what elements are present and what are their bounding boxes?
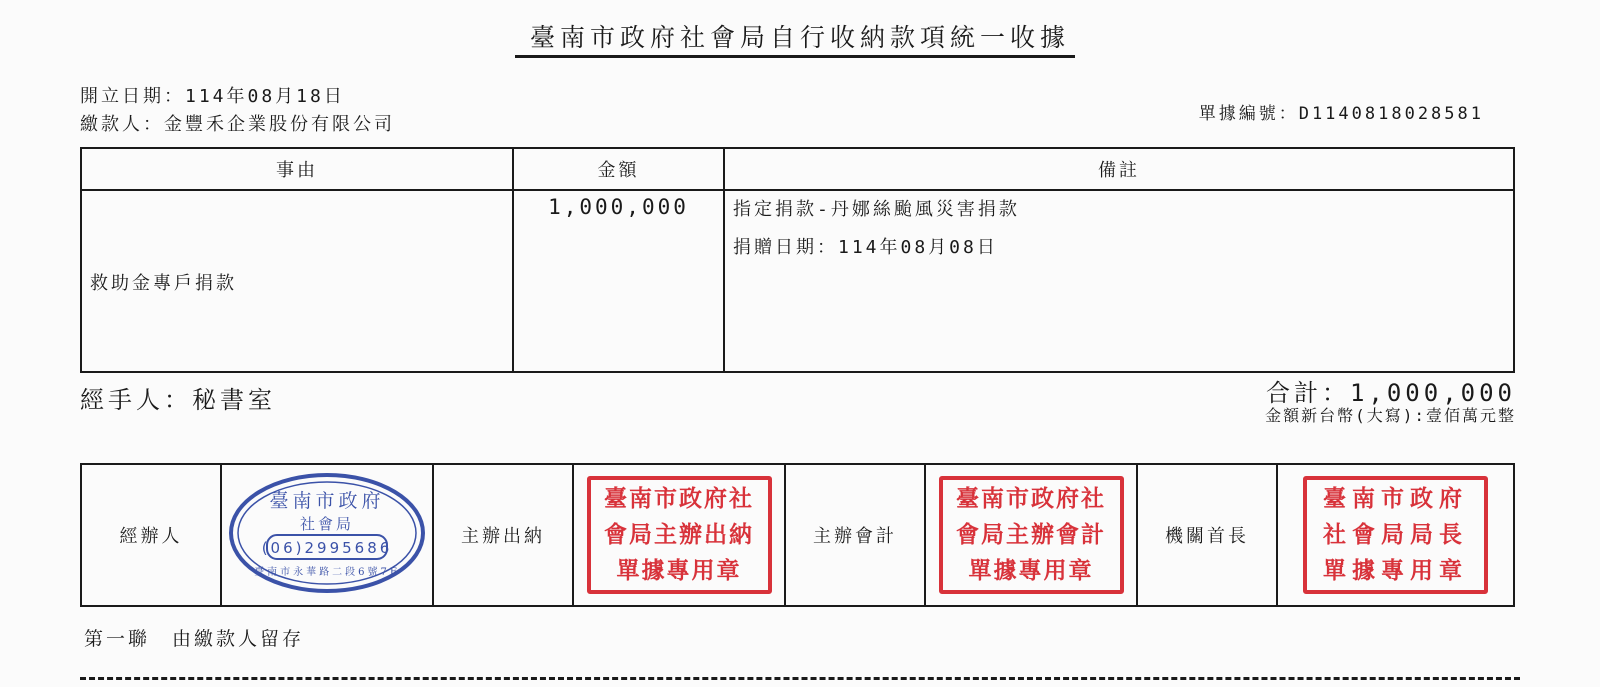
clerk-seal-cell [221,464,433,606]
head-stamp-cell [1277,464,1514,606]
accountant-stamp [939,476,1124,594]
head-stamp [1303,476,1488,594]
cashier-label: 主辦出納 [433,464,573,606]
accountant-stamp-line-1: 臺南市政府社 [956,485,1106,512]
head-stamp-line-2: 社會局局長 [1323,521,1468,548]
title-underline [515,55,1075,58]
reason-text: 救助金專戶捐款 [90,273,237,294]
note-line-1: 指定捐款-丹娜絲颱風災害捐款 [733,199,1020,220]
head-stamp-line-3: 單據專用章 [1323,557,1468,584]
accountant-label: 主辦會計 [785,464,925,606]
cashier-stamp-line-1: 臺南市政府社 [604,485,754,512]
note-line-2: 捐贈日期：114年08月08日 [733,237,998,258]
header-amount: 金額 [513,148,724,190]
copy-label: 第一聯 由繳款人留存 [84,628,305,650]
tear-line [80,677,1520,680]
accountant-stamp-cell [925,464,1137,606]
table-header-row [81,148,1514,190]
signature-table [80,463,1515,607]
receipt-title: 臺南市政府社會局自行收納款項統一收據 [529,23,1070,52]
cashier-stamp-cell [573,464,785,606]
header-reason: 事由 [81,148,513,190]
clerk-label: 經辦人 [81,464,221,606]
cashier-stamp [587,476,772,594]
cashier-stamp-line-2: 會局主辦出納 [604,521,754,548]
note-cell [724,190,1514,372]
seal-line-1: 臺南市政府 [269,489,385,512]
handler: 經手人：秘書室 [80,386,276,414]
reason-cell [81,190,513,372]
signature-row [81,464,1514,606]
seal-line-2: 社會局 [299,514,355,533]
seal-phone: (06)2995686 [261,538,393,557]
head-label: 機關首長 [1137,464,1277,606]
amount-cell [513,190,724,372]
payer: 繳款人：金豐禾企業股份有限公司 [80,114,395,135]
head-stamp-line-1: 臺南市政府 [1323,485,1468,512]
accountant-stamp-line-2: 會局主辦會計 [956,521,1106,548]
department-seal [227,471,427,600]
receipt-number: 單據編號：D1140818028581 [1198,104,1484,124]
amount-in-words: 金額新台幣(大寫):壹佰萬元整 [1265,406,1516,425]
header-note: 備註 [724,148,1514,190]
table-row [81,190,1514,372]
receipt-table [80,147,1515,373]
seal-address: 臺南市永華路二段6號7F [254,566,400,578]
accountant-stamp-line-3: 單據專用章 [968,557,1094,584]
issue-date: 開立日期：114年08月18日 [80,86,345,107]
amount-text: 1,000,000 [548,195,689,219]
cashier-stamp-line-3: 單據專用章 [616,557,742,584]
total-amount: 合計：1,000,000 [1265,379,1516,407]
